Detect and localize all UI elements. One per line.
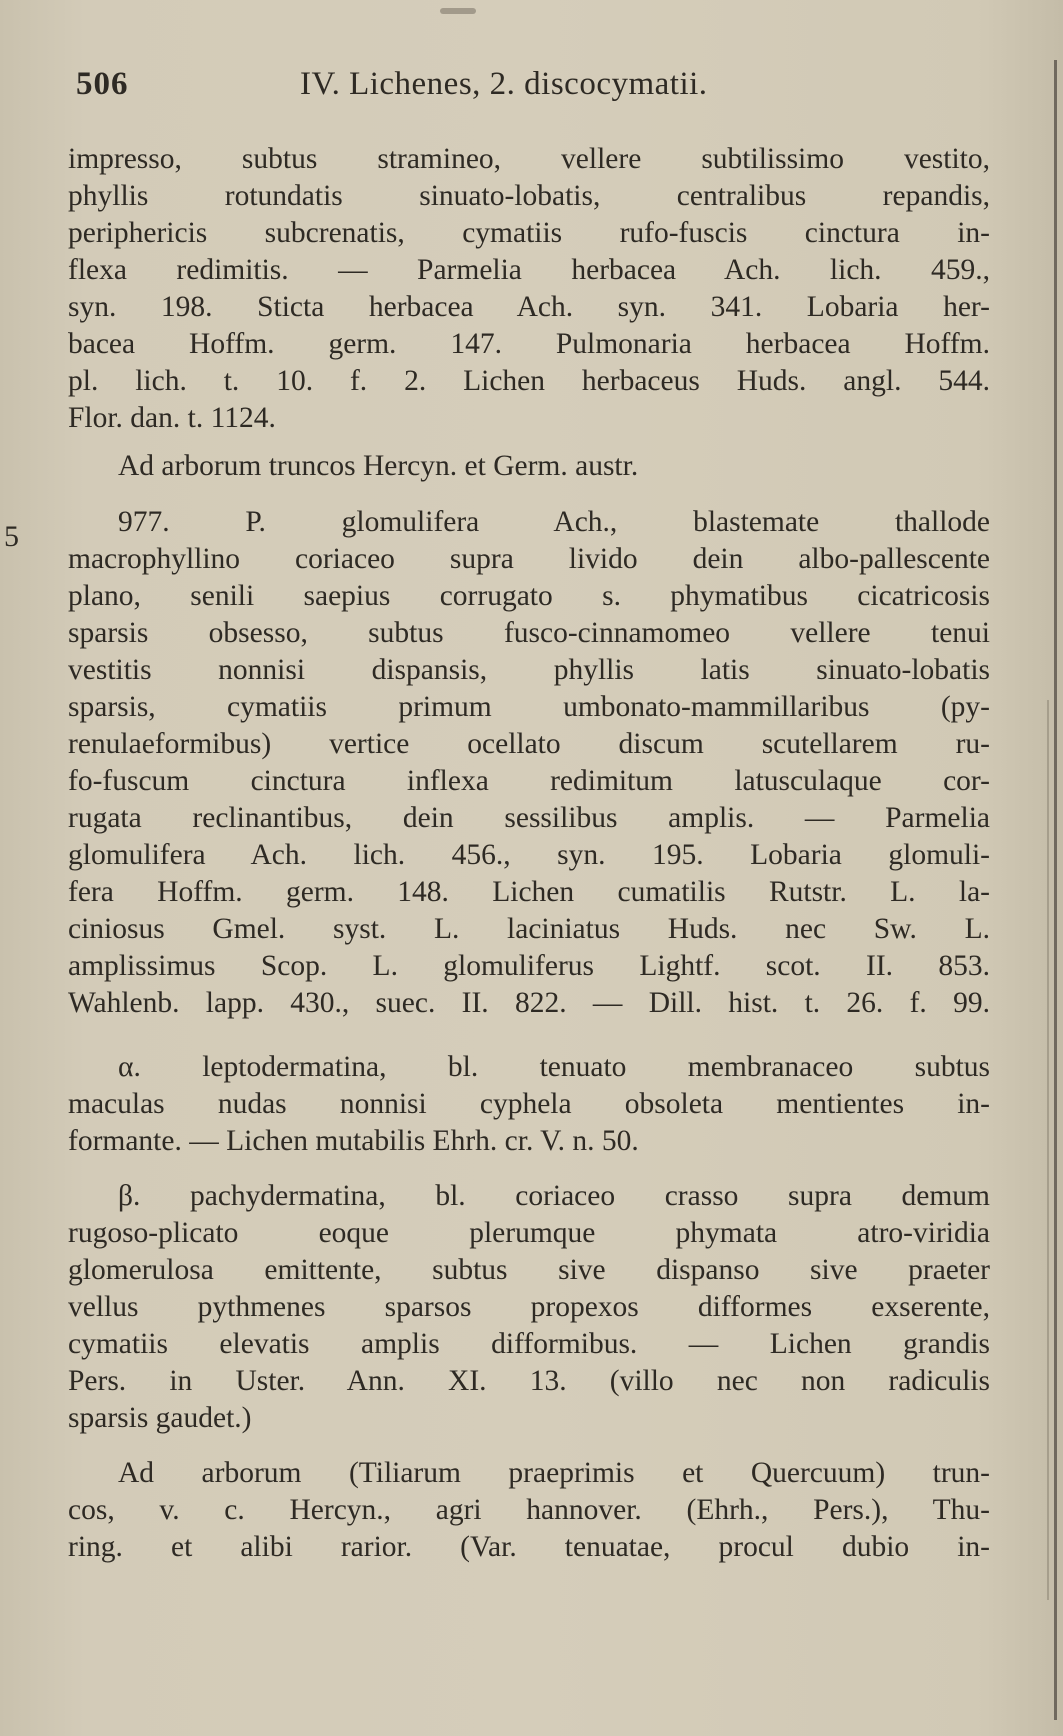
text-line: macrophyllino coriaceo supra livido dein albo-pallescente	[68, 543, 990, 575]
text-line: vellus pythmenes sparsos propexos difformes exserente,	[68, 1291, 990, 1323]
text-line: ring. et alibi rarior. (Var. tenuatae, procul dubio in-	[68, 1531, 990, 1563]
text-line: syn. 198. Sticta herbacea Ach. syn. 341. Lobaria her-	[68, 291, 990, 323]
page-edge-shadow	[1054, 60, 1057, 1720]
habitat-paragraph-2	[68, 1455, 990, 1566]
text-line: Pers. in Uster. Ann. XI. 13. (villo nec non radiculis	[68, 1365, 990, 1397]
text-line: rugata reclinantibus, dein sessilibus amplis. — Parmelia	[68, 802, 990, 834]
text-line: renulaeformibus) vertice ocellato discum scutellarem ru-	[68, 728, 990, 760]
text-line: cos, v. c. Hercyn., agri hannover. (Ehrh., Pers.), Thu-	[68, 1494, 990, 1526]
text-line: Wahlenb. lapp. 430., suec. II. 822. — Dill. hist. t. 26. f. 99.	[68, 987, 990, 1019]
text-line: rugoso-plicato eoque plerumque phymata atro-viridia	[68, 1217, 990, 1249]
text-line: vestitis nonnisi dispansis, phyllis latis sinuato-lobatis	[68, 654, 990, 686]
text-line: β. pachydermatina, bl. coriaceo crasso supra demum	[118, 1180, 990, 1212]
margin-annotation: 5	[4, 520, 19, 553]
text-line: bacea Hoffm. germ. 147. Pulmonaria herbacea Hoffm.	[68, 328, 990, 360]
text-line: flexa redimitis. — Parmelia herbacea Ach. lich. 459.,	[68, 254, 990, 286]
species-entry-977	[68, 504, 990, 1022]
text-line: plano, senili saepius corrugato s. phymatibus cicatricosis	[68, 580, 990, 612]
page-number: 506	[76, 66, 129, 102]
page-edge-line	[1047, 700, 1049, 1600]
print-smudge	[440, 8, 476, 14]
variety-alpha	[68, 1049, 990, 1160]
text-line: sparsis obsesso, subtus fusco-cinnamomeo vellere tenui	[68, 617, 990, 649]
variety-beta	[68, 1178, 990, 1437]
running-head: IV. Lichenes, 2. discocymatii.	[300, 66, 708, 102]
text-line: cymatiis elevatis amplis difformibus. — Lichen grandis	[68, 1328, 990, 1360]
text-line: glomerulosa emittente, subtus sive dispanso sive praeter	[68, 1254, 990, 1286]
habitat-paragraph	[68, 448, 990, 485]
text-line: Flor. dan. t. 1124.	[68, 402, 276, 434]
text-line: phyllis rotundatis sinuato-lobatis, centralibus repandis,	[68, 180, 990, 212]
page-header	[72, 66, 992, 110]
text-line: pl. lich. t. 10. f. 2. Lichen herbaceus Huds. angl. 544.	[68, 365, 990, 397]
text-line: sparsis, cymatiis primum umbonato-mammillaribus (py-	[68, 691, 990, 723]
text-line: periphericis subcrenatis, cymatiis rufo-fuscis cinctura in-	[68, 217, 990, 249]
text-line: glomulifera Ach. lich. 456., syn. 195. Lobaria glomuli-	[68, 839, 990, 871]
text-line: Ad arborum (Tiliarum praeprimis et Quercuum) trun-	[118, 1457, 990, 1489]
text-line: fo-fuscum cinctura inflexa redimitum latusculaque cor-	[68, 765, 990, 797]
text-line: α. leptodermatina, bl. tenuato membranaceo subtus	[118, 1051, 990, 1083]
text-line: sparsis gaudet.)	[68, 1402, 252, 1434]
text-line: Ad arborum truncos Hercyn. et Germ. austr.	[118, 450, 639, 482]
text-line: amplissimus Scop. L. glomuliferus Lightf. scot. II. 853.	[68, 950, 990, 982]
text-line: 977. P. glomulifera Ach., blastemate thallode	[118, 506, 990, 538]
text-line: maculas nudas nonnisi cyphela obsoleta mentientes in-	[68, 1088, 990, 1120]
text-line: formante. — Lichen mutabilis Ehrh. cr. V. n. 50.	[68, 1125, 639, 1157]
text-line: ciniosus Gmel. syst. L. laciniatus Huds. nec Sw. L.	[68, 913, 990, 945]
text-line: fera Hoffm. germ. 148. Lichen cumatilis Rutstr. L. la-	[68, 876, 990, 908]
paragraph-continuation	[68, 141, 990, 437]
text-line: impresso, subtus stramineo, vellere subtilissimo vestito,	[68, 143, 990, 175]
